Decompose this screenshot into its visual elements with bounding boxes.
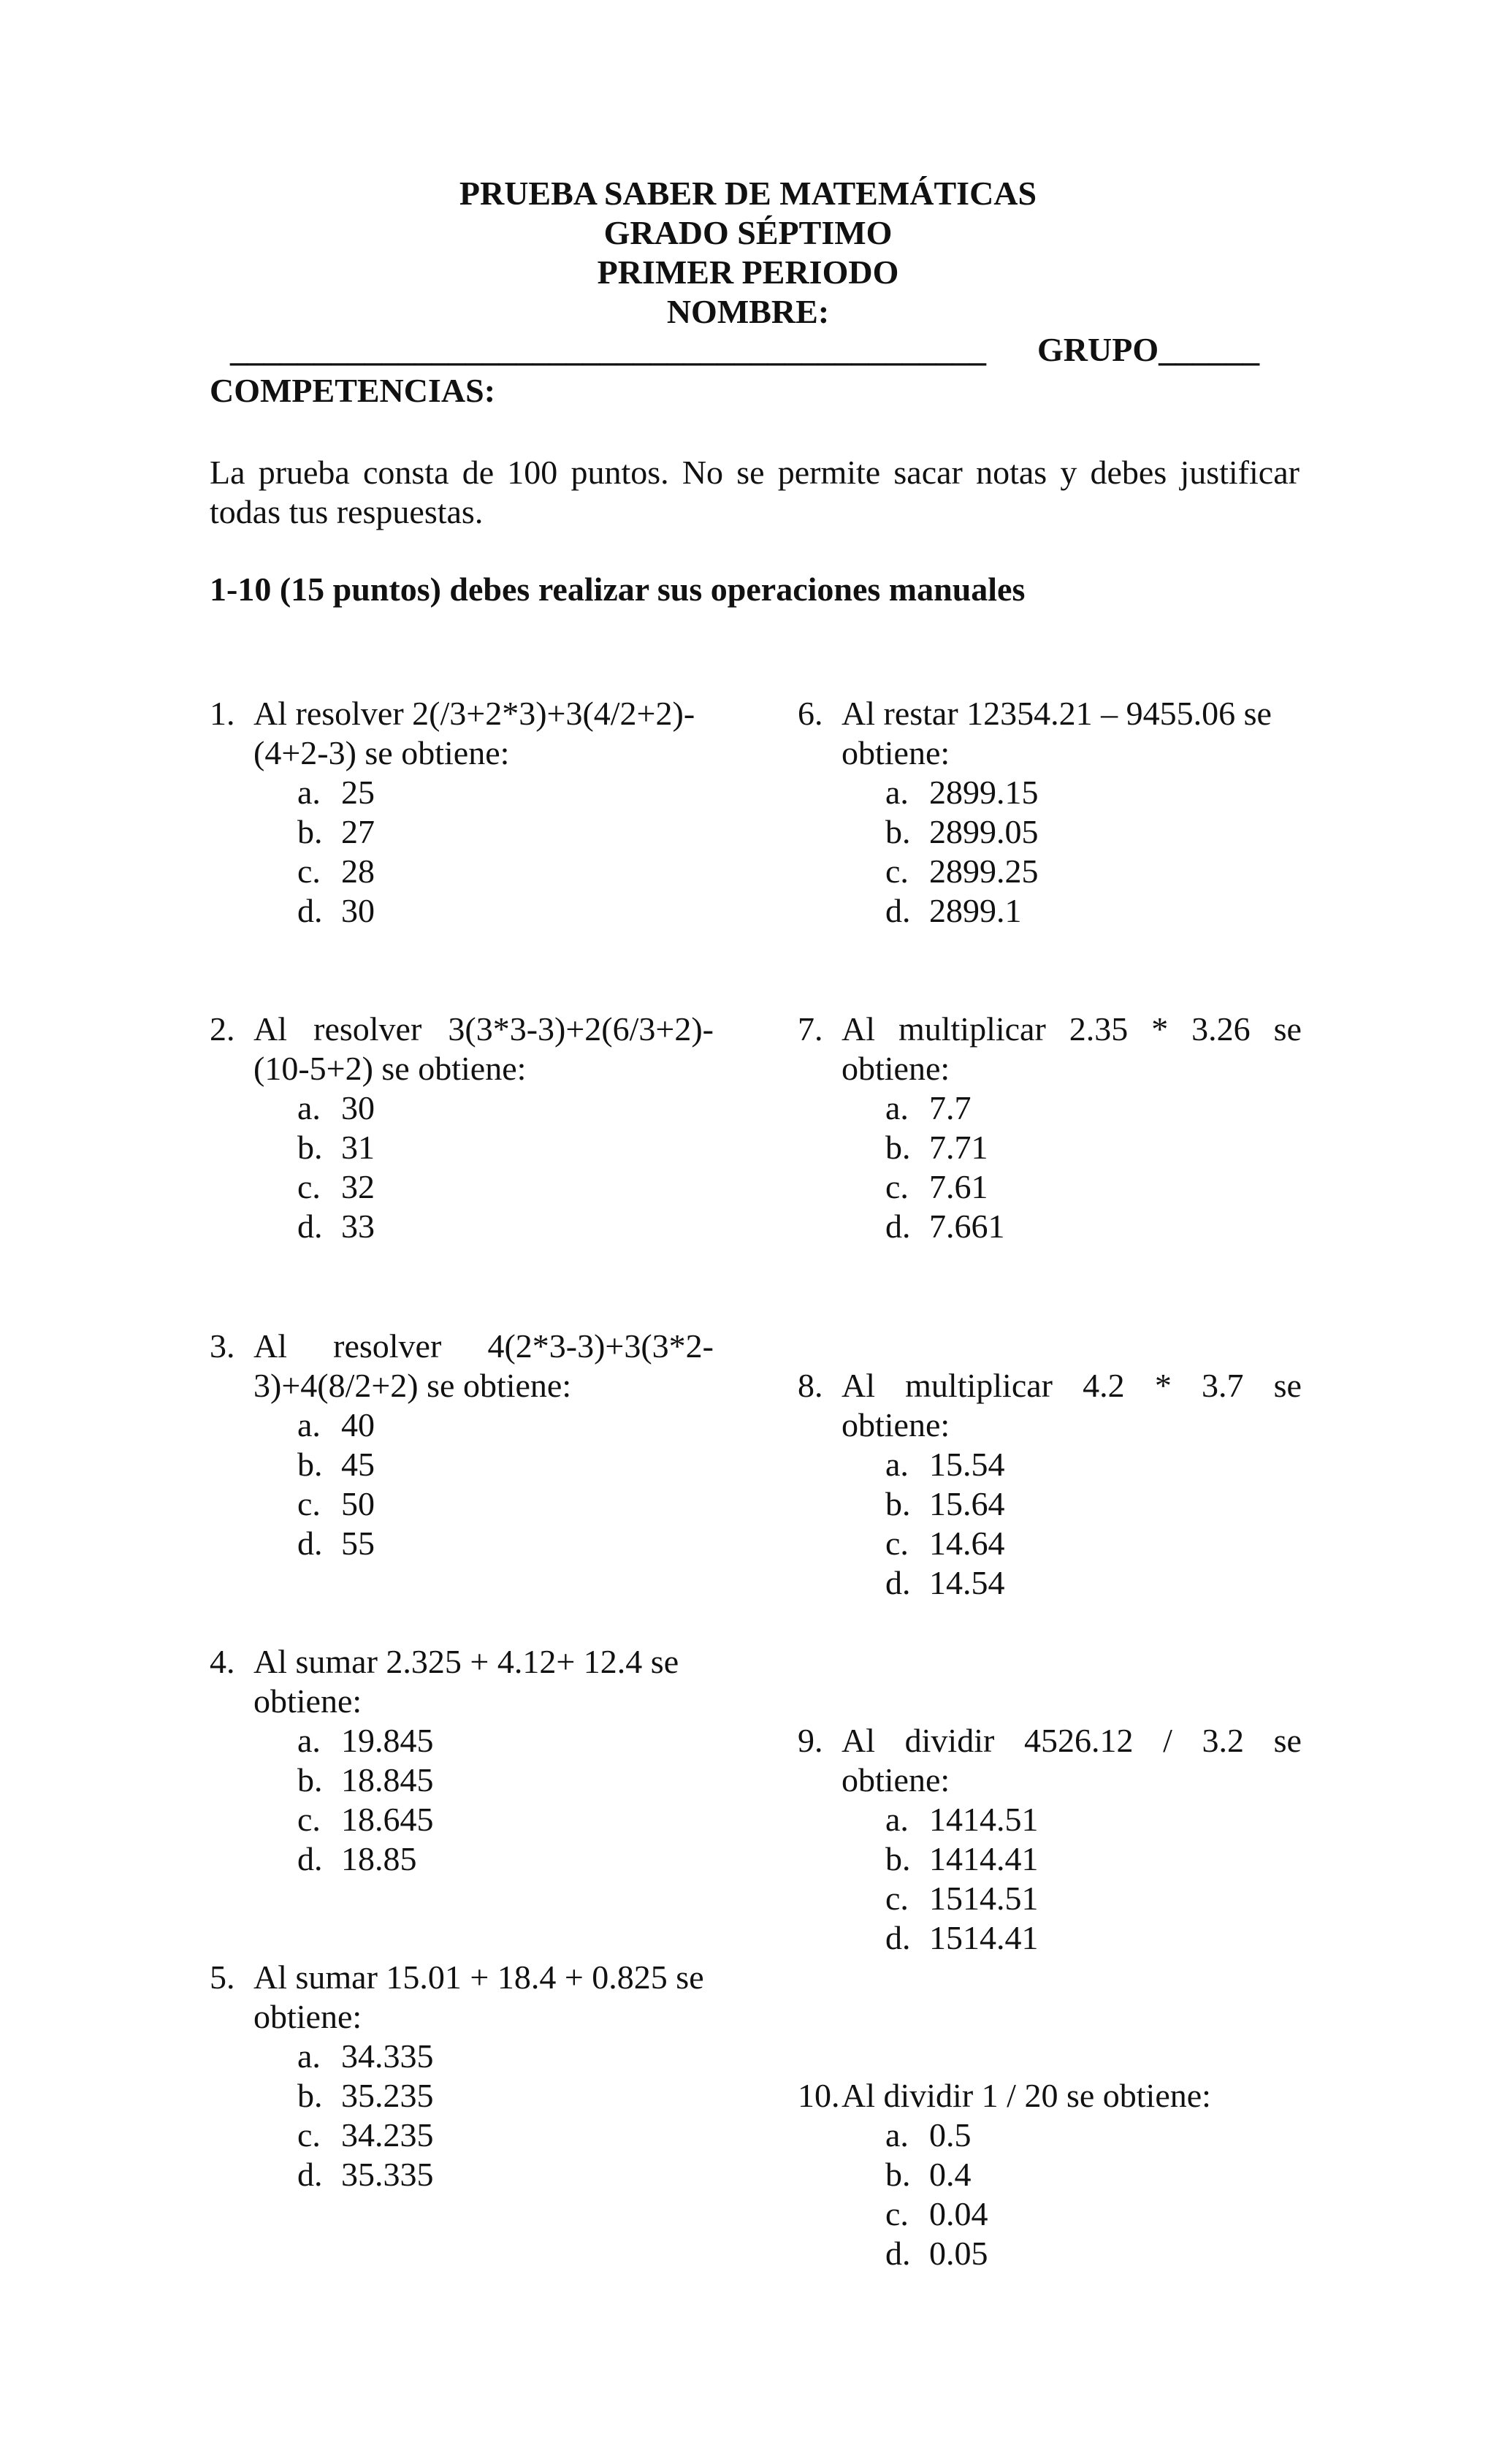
option-letter[interactable]: b.: [297, 2077, 323, 2114]
option-value[interactable]: 18.645: [341, 1801, 434, 1838]
question-number: 5.: [210, 1958, 235, 1996]
option-letter[interactable]: b.: [885, 1840, 911, 1877]
option-value[interactable]: 15.54: [929, 1446, 1005, 1483]
name-blank-line[interactable]: _____________________________________________: [230, 331, 986, 368]
question-number: 9.: [798, 1722, 823, 1759]
question-text-line: Al dividir 4526.12 / 3.2 se: [842, 1722, 1302, 1759]
question-text-line: (10-5+2) se obtiene:: [253, 1050, 527, 1087]
question-number: 7.: [798, 1010, 823, 1048]
question-text-line: obtiene:: [253, 1998, 362, 2035]
option-value[interactable]: 14.54: [929, 1564, 1005, 1601]
option-value[interactable]: 34.335: [341, 2037, 434, 2075]
option-letter[interactable]: d.: [885, 1564, 911, 1601]
name-label: NOMBRE:: [666, 293, 830, 330]
question-text-line: obtiene:: [842, 1406, 950, 1443]
option-letter[interactable]: d.: [297, 1840, 323, 1877]
question-number: 10.: [798, 2077, 840, 2114]
option-value[interactable]: 2899.25: [929, 853, 1039, 890]
question-text-line: obtiene:: [842, 1050, 950, 1087]
option-letter[interactable]: b.: [885, 1129, 911, 1166]
option-value[interactable]: 1414.51: [929, 1801, 1039, 1838]
option-value[interactable]: 7.661: [929, 1208, 1005, 1245]
option-value[interactable]: 1514.41: [929, 1919, 1039, 1956]
option-value[interactable]: 14.64: [929, 1525, 1005, 1562]
option-value[interactable]: 30: [341, 892, 375, 929]
question-number: 1.: [210, 695, 235, 732]
option-value[interactable]: 2899.15: [929, 774, 1039, 811]
option-letter[interactable]: b.: [885, 813, 911, 850]
question-text-line: Al sumar 2.325 + 4.12+ 12.4 se: [253, 1643, 679, 1680]
instructions-line-2: todas tus respuestas.: [210, 493, 484, 530]
option-value[interactable]: 55: [341, 1525, 375, 1562]
option-letter[interactable]: d.: [885, 2235, 911, 2272]
option-letter[interactable]: a.: [885, 774, 909, 811]
option-value[interactable]: 2899.1: [929, 892, 1022, 929]
question-text-line: Al dividir 1 / 20 se obtiene:: [842, 2077, 1211, 2114]
period-label: PRIMER PERIODO: [597, 253, 899, 291]
option-value[interactable]: 1514.51: [929, 1880, 1039, 1917]
option-letter[interactable]: a.: [885, 1801, 909, 1838]
option-letter[interactable]: a.: [297, 774, 321, 811]
option-letter[interactable]: b.: [297, 1446, 323, 1483]
option-letter[interactable]: c.: [885, 1880, 909, 1917]
question-text-line: Al sumar 15.01 + 18.4 + 0.825 se: [253, 1958, 704, 1996]
option-letter[interactable]: a.: [297, 1406, 321, 1443]
option-value[interactable]: 7.71: [929, 1129, 988, 1166]
option-value[interactable]: 25: [341, 774, 375, 811]
option-value[interactable]: 2899.05: [929, 813, 1039, 850]
option-letter[interactable]: a.: [297, 2037, 321, 2075]
option-value[interactable]: 0.04: [929, 2195, 988, 2232]
option-value[interactable]: 45: [341, 1446, 375, 1483]
option-value[interactable]: 27: [341, 813, 375, 850]
option-value[interactable]: 30: [341, 1089, 375, 1126]
question-text-line: Al resolver 3(3*3-3)+2(6/3+2)-: [253, 1010, 714, 1048]
option-letter[interactable]: b.: [297, 1761, 323, 1799]
option-letter[interactable]: d.: [297, 892, 323, 929]
option-value[interactable]: 1414.41: [929, 1840, 1039, 1877]
option-value[interactable]: 18.845: [341, 1761, 434, 1799]
question-text-line: 3)+4(8/2+2) se obtiene:: [253, 1367, 572, 1404]
question-text-line: Al restar 12354.21 – 9455.06 se: [842, 695, 1272, 732]
option-letter[interactable]: b.: [297, 813, 323, 850]
section-heading: 1-10 (15 puntos) debes realizar sus operaciones manuales: [210, 571, 1026, 608]
question-number: 3.: [210, 1327, 235, 1365]
option-value[interactable]: 35.235: [341, 2077, 434, 2114]
option-letter[interactable]: c.: [885, 1525, 909, 1562]
option-letter[interactable]: c.: [297, 1168, 321, 1205]
option-letter[interactable]: d.: [297, 2156, 323, 2193]
question-number: 2.: [210, 1010, 235, 1048]
option-value[interactable]: 0.4: [929, 2156, 972, 2193]
option-value[interactable]: 33: [341, 1208, 375, 1245]
option-value[interactable]: 19.845: [341, 1722, 434, 1759]
option-value[interactable]: 34.235: [341, 2116, 434, 2154]
question-text-line: Al resolver 2(/3+2*3)+3(4/2+2)-: [253, 695, 695, 732]
group-label[interactable]: GRUPO______: [1037, 331, 1260, 368]
option-letter[interactable]: c.: [297, 1801, 321, 1838]
question-text-line: Al multiplicar 4.2 * 3.7 se: [842, 1367, 1302, 1404]
option-letter[interactable]: c.: [297, 2116, 321, 2154]
option-value[interactable]: 31: [341, 1129, 375, 1166]
option-letter[interactable]: a.: [885, 2116, 909, 2154]
option-value[interactable]: 40: [341, 1406, 375, 1443]
option-letter[interactable]: d.: [885, 1208, 911, 1245]
option-value[interactable]: 7.61: [929, 1168, 988, 1205]
option-letter[interactable]: b.: [885, 1485, 911, 1522]
instructions-line-1: La prueba consta de 100 puntos. No se permite sacar notas y debes justificar: [210, 454, 1300, 491]
option-value[interactable]: 18.85: [341, 1840, 417, 1877]
option-letter[interactable]: c.: [885, 1168, 909, 1205]
option-letter[interactable]: d.: [297, 1208, 323, 1245]
option-letter[interactable]: d.: [885, 1919, 911, 1956]
option-letter[interactable]: a.: [297, 1089, 321, 1126]
question-number: 4.: [210, 1643, 235, 1680]
question-text-line: Al multiplicar 2.35 * 3.26 se: [842, 1010, 1302, 1048]
option-value[interactable]: 15.64: [929, 1485, 1005, 1522]
option-letter[interactable]: a.: [885, 1089, 909, 1126]
option-letter[interactable]: b.: [885, 2156, 911, 2193]
question-number: 8.: [798, 1367, 823, 1404]
option-letter[interactable]: c.: [297, 853, 321, 890]
question-text-line: obtiene:: [253, 1682, 362, 1720]
option-value[interactable]: 0.5: [929, 2116, 972, 2154]
question-text-line: obtiene:: [842, 1761, 950, 1799]
grade-label: GRADO SÉPTIMO: [603, 214, 893, 251]
option-value[interactable]: 32: [341, 1168, 375, 1205]
option-letter[interactable]: a.: [885, 1446, 909, 1483]
option-value[interactable]: 28: [341, 853, 375, 890]
option-value[interactable]: 50: [341, 1485, 375, 1522]
question-number: 6.: [798, 695, 823, 732]
option-letter[interactable]: c.: [885, 2195, 909, 2232]
question-text-line: obtiene:: [842, 734, 950, 771]
option-letter[interactable]: d.: [297, 1525, 323, 1562]
option-value[interactable]: 0.05: [929, 2235, 988, 2272]
question-text-line: Al resolver 4(2*3-3)+3(3*2-: [253, 1327, 714, 1365]
option-letter[interactable]: c.: [885, 853, 909, 890]
competencies-label: COMPETENCIAS:: [210, 372, 496, 409]
option-letter[interactable]: c.: [297, 1485, 321, 1522]
option-letter[interactable]: d.: [885, 892, 911, 929]
option-value[interactable]: 35.335: [341, 2156, 434, 2193]
option-letter[interactable]: a.: [297, 1722, 321, 1759]
option-value[interactable]: 7.7: [929, 1089, 972, 1126]
question-text-line: (4+2-3) se obtiene:: [253, 734, 510, 771]
option-letter[interactable]: b.: [297, 1129, 323, 1166]
exam-title: PRUEBA SABER DE MATEMÁTICAS: [459, 175, 1037, 212]
